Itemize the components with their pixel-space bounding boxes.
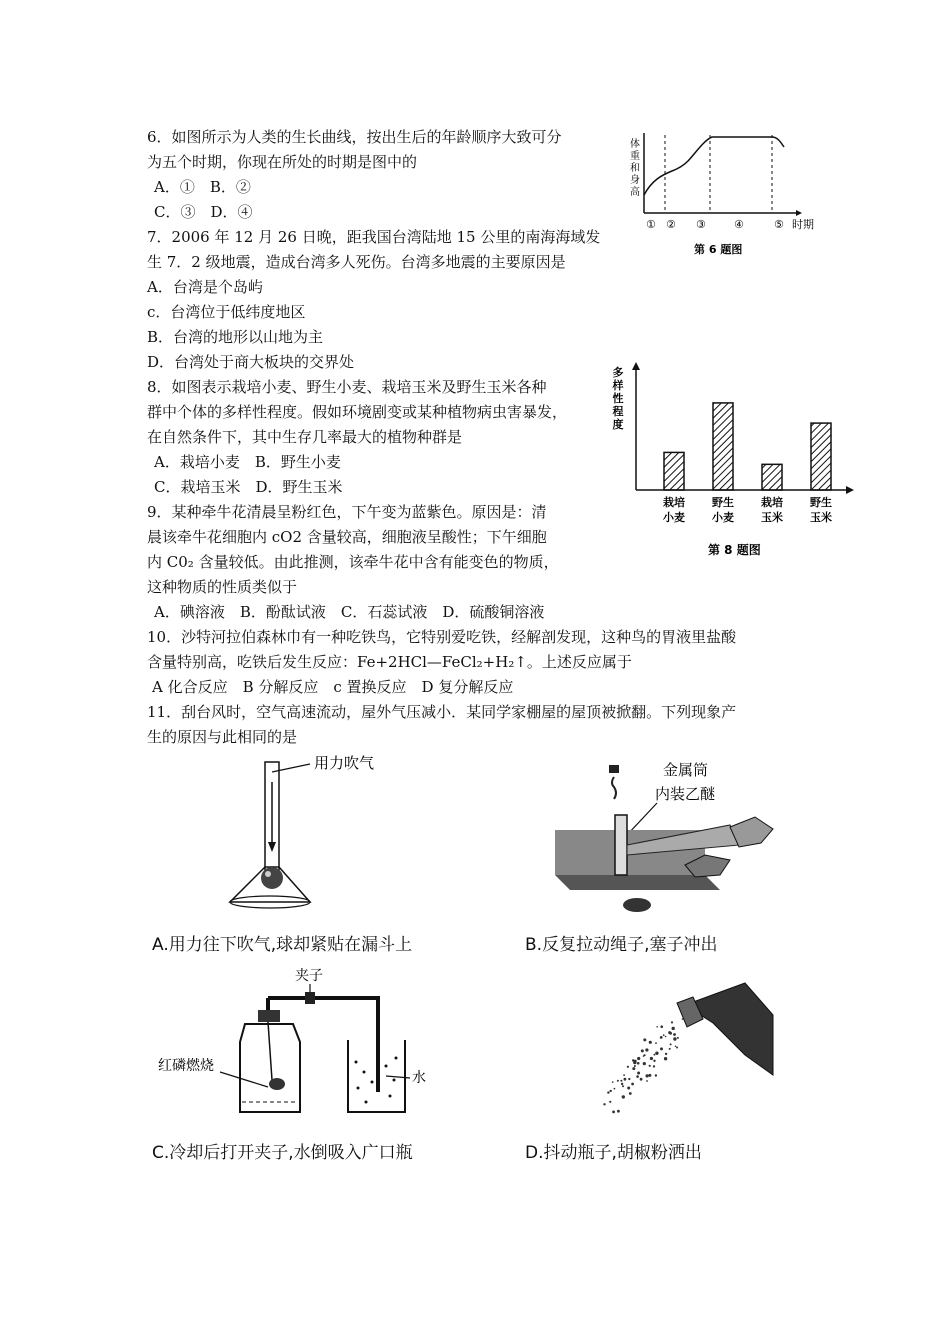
fig6-xtick-3: ③ (696, 218, 706, 231)
chart8-bar-2 (713, 403, 733, 490)
q10-line2: 含量特别高，吃铁后发生反应：Fe+2HCl—FeCl₂+H₂↑。上述反应属于 (147, 653, 632, 671)
fig6-xtick-2: ② (666, 218, 676, 231)
fig6-ylabel-5: 高 (630, 187, 640, 198)
q11-line1: 11．刮台风时，空气高速流动，屋外气压减小．某同学家棚屋的屋顶被掀翻。下列现象产 (147, 703, 737, 721)
chart8-bar-1 (664, 452, 684, 490)
chart8-ylabel-char-5: 度 (612, 418, 624, 431)
chart8-ylabel-char-1: 多 (612, 366, 624, 379)
fig6-ylabel-4: 身 (630, 175, 640, 186)
q10-options: A 化合反应 B 分解反应 c 置换反应 D 复分解反应 (152, 678, 514, 696)
chart8-bar-4 (811, 423, 831, 490)
chart8-ylabel (612, 365, 624, 431)
q6-line1: 6．如图所示为人类的生长曲线，按出生后的年龄顺序大致可分 (147, 128, 562, 146)
q6-options-cd: C．③ D．④ (154, 203, 253, 221)
chart8-category-2-line-1: 野生 (712, 496, 734, 509)
q9-line4: 这种物质的性质类似于 (147, 578, 298, 596)
chart8-ylabel-char-4: 程 (612, 405, 624, 418)
figB-caption: B.反复拉动绳子,塞子冲出 (525, 935, 718, 955)
q9-options: A．碘溶液 B．酚酞试液 C．石蕊试液 D．硫酸铜溶液 (154, 603, 545, 621)
q7-option-d: D．台湾处于商大板块的交界处 (147, 353, 355, 371)
chart8-category-4-line-2: 玉米 (810, 511, 832, 524)
chart8-category-1-line-1: 栽培 (663, 496, 685, 509)
chart8-category-1-line-2: 小麦 (663, 511, 685, 524)
q11-line2: 生的原因与此相同的是 (147, 728, 298, 746)
metal-tube-figure (545, 755, 795, 925)
chart8-caption: 第 8 题图 (708, 543, 761, 557)
funnel-ball-figure (210, 752, 430, 927)
figC-label-1: 夹子 (295, 968, 323, 984)
q9-line1: 9．某种牵牛花清晨呈粉红色，下午变为蓝紫色。原因是：清 (147, 503, 547, 521)
q7-line2: 生 7．2 级地震，造成台湾多人死伤。台湾多地震的主要原因是 (147, 253, 566, 271)
fig6-xtick-5: ⑤ (774, 218, 784, 231)
q7-option-c: c．台湾位于低纬度地区 (147, 303, 306, 321)
figA-label: 用力吹气 (314, 754, 375, 772)
figA-caption: A.用力往下吹气,球却紧贴在漏斗上 (152, 935, 413, 955)
figC-label-2: 红磷燃烧 (158, 1058, 214, 1074)
figB-label-2: 内装乙醚 (655, 785, 716, 803)
chart8-category-3-line-2: 玉米 (761, 511, 783, 524)
q9-line2: 晨该牵牛花细胞内 cO2 含量较高，细胞液呈酸性；下午细胞 (147, 528, 547, 546)
chart8-category-2-line-2: 小麦 (712, 511, 734, 524)
chart8-category-4-line-1: 野生 (810, 496, 832, 509)
figD-caption: D.抖动瓶子,胡椒粉洒出 (525, 1143, 702, 1163)
fig6-xtick-4: ④ (734, 218, 744, 231)
q8-options-cd: C．栽培玉米 D．野生玉米 (154, 478, 343, 496)
q8-line2: 群中个体的多样性程度。假如环境剧变或某种植物病虫害暴发， (147, 403, 568, 421)
fig6-xlabel: 时期 (792, 218, 814, 231)
q8-line1: 8．如图表示栽培小麦、野生小麦、栽培玉米及野生玉米各种 (147, 378, 547, 396)
q7-option-a: A．台湾是个岛屿 (147, 278, 263, 296)
fig6-ylabel-2: 重 (630, 151, 640, 162)
q6-line2: 为五个时期，你现在所处的时期是图中的 (147, 153, 418, 171)
growth-curve-figure (622, 125, 832, 265)
q8-line3: 在自然条件下，其中生存几率最大的植物种群是 (147, 428, 463, 446)
chart8-ylabel-char-3: 性 (612, 392, 624, 405)
chart8-ylabel-char-2: 样 (612, 379, 624, 392)
chart8-bar-3 (762, 464, 782, 490)
phosphorus-jar-figure (150, 962, 450, 1122)
q7-option-b: B．台湾的地形以山地为主 (147, 328, 324, 346)
q8-options-ab: A．栽培小麦 B．野生小麦 (154, 453, 341, 471)
q9-line3: 内 C0₂ 含量较低。由此推测，该牵牛花中含有能变色的物质， (147, 553, 559, 571)
q6-options-ab: A．① B．② (154, 178, 251, 196)
chart8-category-3-line-1: 栽培 (761, 496, 783, 509)
figC-caption: C.冷却后打开夹子,水倒吸入广口瓶 (152, 1143, 413, 1163)
q7-line1: 7．2006 年 12 月 26 日晚，距我国台湾陆地 15 公里的南海海域发 (147, 228, 601, 246)
fig6-ylabel-3: 和 (630, 163, 640, 174)
fig6-xtick-1: ① (646, 218, 656, 231)
figC-label-3: 水 (412, 1070, 426, 1086)
pepper-bottle-figure (595, 975, 785, 1125)
fig6-ylabel-1: 体 (630, 139, 640, 150)
figB-label-1: 金属筒 (663, 761, 709, 779)
diversity-bar-chart (608, 360, 858, 565)
q10-line1: 10．沙特河拉伯森林巾有一种吃铁鸟，它特别爱吃铁，经解剖发现，这种鸟的胃液里盐酸 (147, 628, 737, 646)
fig6-caption: 第 6 题图 (694, 243, 743, 256)
